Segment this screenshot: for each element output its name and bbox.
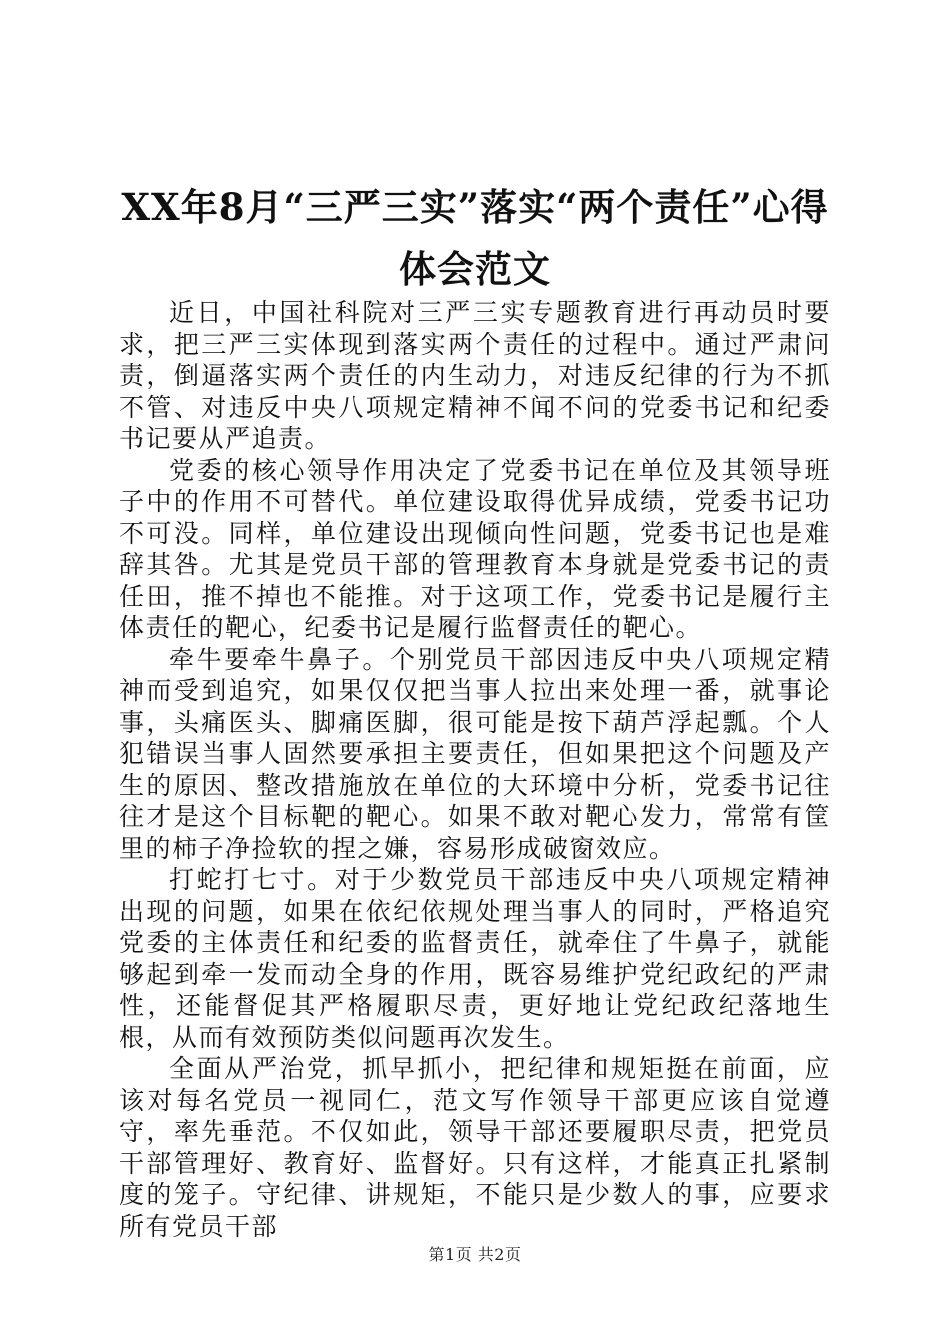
document-body (119, 297, 831, 1242)
document-title (80, 176, 870, 300)
title-line-2: 体会范文 (399, 247, 551, 291)
paragraph: 近日，中国社科院对三严三实专题教育进行再动员时要求，把三严三实体现到落实两个责任的过程中。通过严肃问责，倒逼落实两个责任的内生动力，对违反纪律的行为不抓不管、对违反中央八项规定精神不闻不问的党委书记和纪委书记要从严追责。 (119, 298, 831, 453)
paragraph: 党委的核心领导作用决定了党委书记在单位及其领导班子中的作用不可替代。单位建设取得优异成绩，党委书记功不可没。同样，单位建设出现倾向性问题，党委书记也是难辞其咎。尤其是党员干部的管理教育本身就是党委书记的责任田，推不掉也不能推。对于这项工作，党委书记是履行主体责任的靶心，纪委书记是履行监督责任的靶心。 (119, 455, 831, 642)
paragraph: 打蛇打七寸。对于少数党员干部违反中央八项规定精神出现的问题，如果在依纪依规处理当事人的同时，严格追究党委的主体责任和纪委的监督责任，就牵住了牛鼻子，就能够起到牵一发而动全身的作用，既容易维护党纪政纪的严肃性，还能督促其严格履职尽责，更好地让党纪政纪落地生根，从而有效预防类似问题再次发生。 (119, 865, 831, 1052)
page-number-footer: 第1页 共2页 (428, 1245, 522, 1264)
paragraph: 全面从严治党，抓早抓小，把纪律和规矩挺在前面，应该对每名党员一视同仁，范文写作领导干部更应该自觉遵守，率先垂范。不仅如此，领导干部还要履职尽责，把党员干部管理好、教育好、监督好。只有这样，才能真正扎紧制度的笼子。守纪律、讲规矩，不能只是少数人的事，应要求所有党员干部 (119, 1054, 831, 1241)
paragraph: 牵牛要牵牛鼻子。个别党员干部因违反中央八项规定精神而受到追究，如果仅仅把当事人拉出来处理一番，就事论事，头痛医头、脚痛医脚，很可能是按下葫芦浮起瓢。个人犯错误当事人固然要承担主要责任，但如果把这个问题及产生的原因、整改措施放在单位的大环境中分析，党委书记往往才是这个目标靶的靶心。如果不敢对靶心发力，常常有筐里的柿子净捡软的捏之嫌，容易形成破窗效应。 (119, 644, 831, 863)
title-line-1: XX年8月“三严三实”落实“两个责任”心得 (121, 185, 829, 229)
